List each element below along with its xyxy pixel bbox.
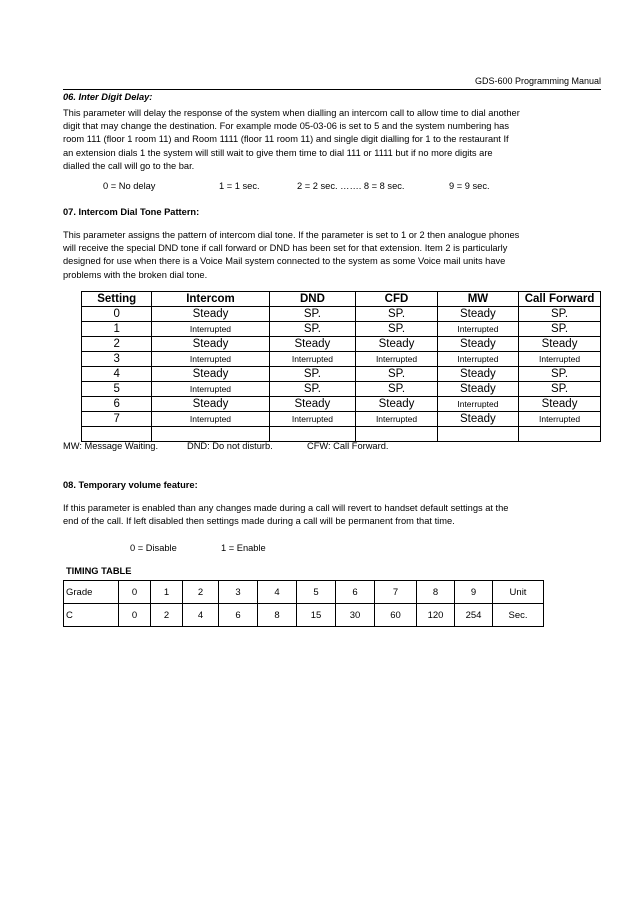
option-value: 2 = 2 sec. ……. 8 = 8 sec. — [297, 181, 405, 191]
table-cell: Interrupted — [437, 352, 518, 367]
column-header: CFD — [356, 292, 437, 307]
table-cell: SP. — [519, 322, 601, 337]
table-cell: Interrupted — [269, 412, 356, 427]
table-cell: Interrupted — [356, 352, 437, 367]
table-cell: SP. — [356, 382, 437, 397]
empty-cell — [152, 427, 269, 442]
legend-dnd: DND: Do not disturb. — [187, 441, 273, 451]
table-cell: Interrupted — [152, 412, 269, 427]
timing-cell: 9 — [455, 581, 493, 604]
table-row — [82, 307, 601, 322]
timing-cell: 4 — [258, 581, 297, 604]
table-cell: 5 — [82, 382, 152, 397]
body-line: This parameter will delay the response of the system when dialling an intercom call to allow time to dial another — [63, 108, 520, 118]
table-cell: Interrupted — [152, 382, 269, 397]
table-row — [82, 337, 601, 352]
table-cell: SP. — [519, 307, 601, 322]
timing-cell: Unit — [493, 581, 544, 604]
legend-cfw: CFW: Call Forward. — [307, 441, 389, 451]
table-cell: Interrupted — [152, 322, 269, 337]
empty-cell — [82, 427, 152, 442]
table-row — [82, 382, 601, 397]
timing-row — [64, 581, 544, 604]
section-08-body — [63, 502, 601, 528]
table-cell: Steady — [519, 337, 601, 352]
table-cell: SP. — [519, 382, 601, 397]
table-row — [82, 397, 601, 412]
table-cell: SP. — [269, 307, 356, 322]
table-cell: 0 — [82, 307, 152, 322]
table-cell: Interrupted — [269, 352, 356, 367]
table-cell: Steady — [437, 367, 518, 382]
timing-row — [64, 604, 544, 627]
table-cell: Steady — [437, 382, 518, 397]
option-value: 0 = Disable — [130, 543, 177, 553]
option-value: 9 = 9 sec. — [449, 181, 490, 191]
body-line: designed for use when there is a Voice Mail system connected to the system as some Voice mail units have — [63, 256, 506, 267]
timing-cell: 0 — [119, 581, 151, 604]
table-cell: SP. — [269, 322, 356, 337]
column-header: MW — [437, 292, 518, 307]
table-cell: Steady — [152, 397, 269, 412]
table-cell: SP. — [356, 307, 437, 322]
table-cell: Steady — [152, 307, 269, 322]
table-cell: SP. — [519, 367, 601, 382]
timing-cell: 15 — [297, 604, 336, 627]
table-cell: Steady — [269, 397, 356, 412]
timing-cell: 7 — [375, 581, 417, 604]
option-value: 1 = 1 sec. — [219, 181, 260, 191]
table-cell: Interrupted — [437, 322, 518, 337]
timing-cell: 4 — [183, 604, 219, 627]
header-rule — [63, 89, 601, 90]
table-cell: Steady — [152, 367, 269, 382]
table-cell: SP. — [269, 367, 356, 382]
table-cell: 4 — [82, 367, 152, 382]
timing-cell: 5 — [297, 581, 336, 604]
empty-cell — [437, 427, 518, 442]
table-cell: Interrupted — [519, 352, 601, 367]
table-cell: Interrupted — [519, 412, 601, 427]
body-line: dialled the call will go to the bar. — [63, 160, 195, 171]
timing-table-title: TIMING TABLE — [66, 566, 132, 576]
table-cell: 7 — [82, 412, 152, 427]
table-cell: SP. — [356, 322, 437, 337]
timing-cell: 8 — [258, 604, 297, 627]
timing-cell: 8 — [417, 581, 455, 604]
timing-cell: Sec. — [493, 604, 544, 627]
timing-table — [63, 580, 544, 627]
table-cell: 2 — [82, 337, 152, 352]
column-header: Intercom — [152, 292, 269, 307]
timing-cell: 2 — [183, 581, 219, 604]
table-row — [82, 367, 601, 382]
table-row — [82, 352, 601, 367]
timing-cell: 6 — [336, 581, 375, 604]
column-header: Setting — [82, 292, 152, 307]
body-line: room 111 (floor 1 room 11) and Room 1111 (floor 11 room 11) and single digit dialling for 1 to the restaurant If — [63, 134, 509, 145]
timing-cell: 120 — [417, 604, 455, 627]
dial-tone-table — [81, 291, 601, 442]
table-cell: 3 — [82, 352, 152, 367]
table-row — [82, 412, 601, 427]
table-cell: Steady — [356, 397, 437, 412]
body-line: If this parameter is enabled than any changes made during a call will revert to handset default settings at the — [63, 503, 509, 513]
table-cell: 6 — [82, 397, 152, 412]
timing-table-body — [64, 581, 544, 627]
body-line: digit that may change the destination. For example mode 05-03-06 is set to 5 and the system numbering has — [63, 121, 509, 132]
dial-table-body — [82, 307, 601, 442]
timing-cell: 3 — [219, 581, 258, 604]
empty-cell — [519, 427, 601, 442]
empty-cell — [356, 427, 437, 442]
body-line: will receive the special DND tone if call forward or DND has been set for that extension. Item 2 is particularly — [63, 243, 508, 254]
column-header: DND — [269, 292, 356, 307]
table-cell: Interrupted — [356, 412, 437, 427]
timing-cell: 0 — [119, 604, 151, 627]
option-value: 1 = Enable — [221, 543, 266, 553]
timing-cell: 1 — [151, 581, 183, 604]
timing-cell: C — [64, 604, 119, 627]
body-line: end of the call. If left disabled then settings made during a call will be permanent from that time. — [63, 516, 455, 527]
column-header: Call Forward — [519, 292, 601, 307]
manual-title: GDS-600 Programming Manual — [474, 76, 601, 86]
section-06-heading: 06. Inter Digit Delay: — [63, 92, 153, 102]
table-cell: Steady — [152, 337, 269, 352]
option-value: 0 = No delay — [103, 181, 156, 191]
table-cell: Steady — [519, 397, 601, 412]
section-08-heading: 08. Temporary volume feature: — [63, 480, 198, 490]
timing-cell: Grade — [64, 581, 119, 604]
section-07-body — [63, 229, 601, 282]
timing-cell: 6 — [219, 604, 258, 627]
table-cell: Interrupted — [152, 352, 269, 367]
table-cell: Steady — [269, 337, 356, 352]
timing-cell: 254 — [455, 604, 493, 627]
table-cell: 1 — [82, 322, 152, 337]
body-line: problems with the broken dial tone. — [63, 269, 208, 280]
table-cell: SP. — [356, 367, 437, 382]
section-07-heading: 07. Intercom Dial Tone Pattern: — [63, 207, 200, 217]
empty-table-row — [82, 427, 601, 442]
body-line: This parameter assigns the pattern of intercom dial tone. If the parameter is set to 1 or 2 then analogue phones — [63, 230, 520, 240]
table-cell: SP. — [269, 382, 356, 397]
table-cell: Steady — [356, 337, 437, 352]
legend-mw: MW: Message Waiting. — [63, 441, 159, 451]
section-06-body — [63, 107, 601, 173]
table-cell: Steady — [437, 307, 518, 322]
table-cell: Steady — [437, 337, 518, 352]
timing-cell: 30 — [336, 604, 375, 627]
table-cell: Steady — [437, 412, 518, 427]
body-line: an extension dials 1 the system will still wait to give them time to dial 111 or 1111 but if no more digits are — [63, 147, 493, 158]
table-cell: Interrupted — [437, 397, 518, 412]
timing-cell: 2 — [151, 604, 183, 627]
empty-cell — [269, 427, 356, 442]
table-row — [82, 322, 601, 337]
timing-cell: 60 — [375, 604, 417, 627]
table-header-row — [82, 292, 601, 307]
